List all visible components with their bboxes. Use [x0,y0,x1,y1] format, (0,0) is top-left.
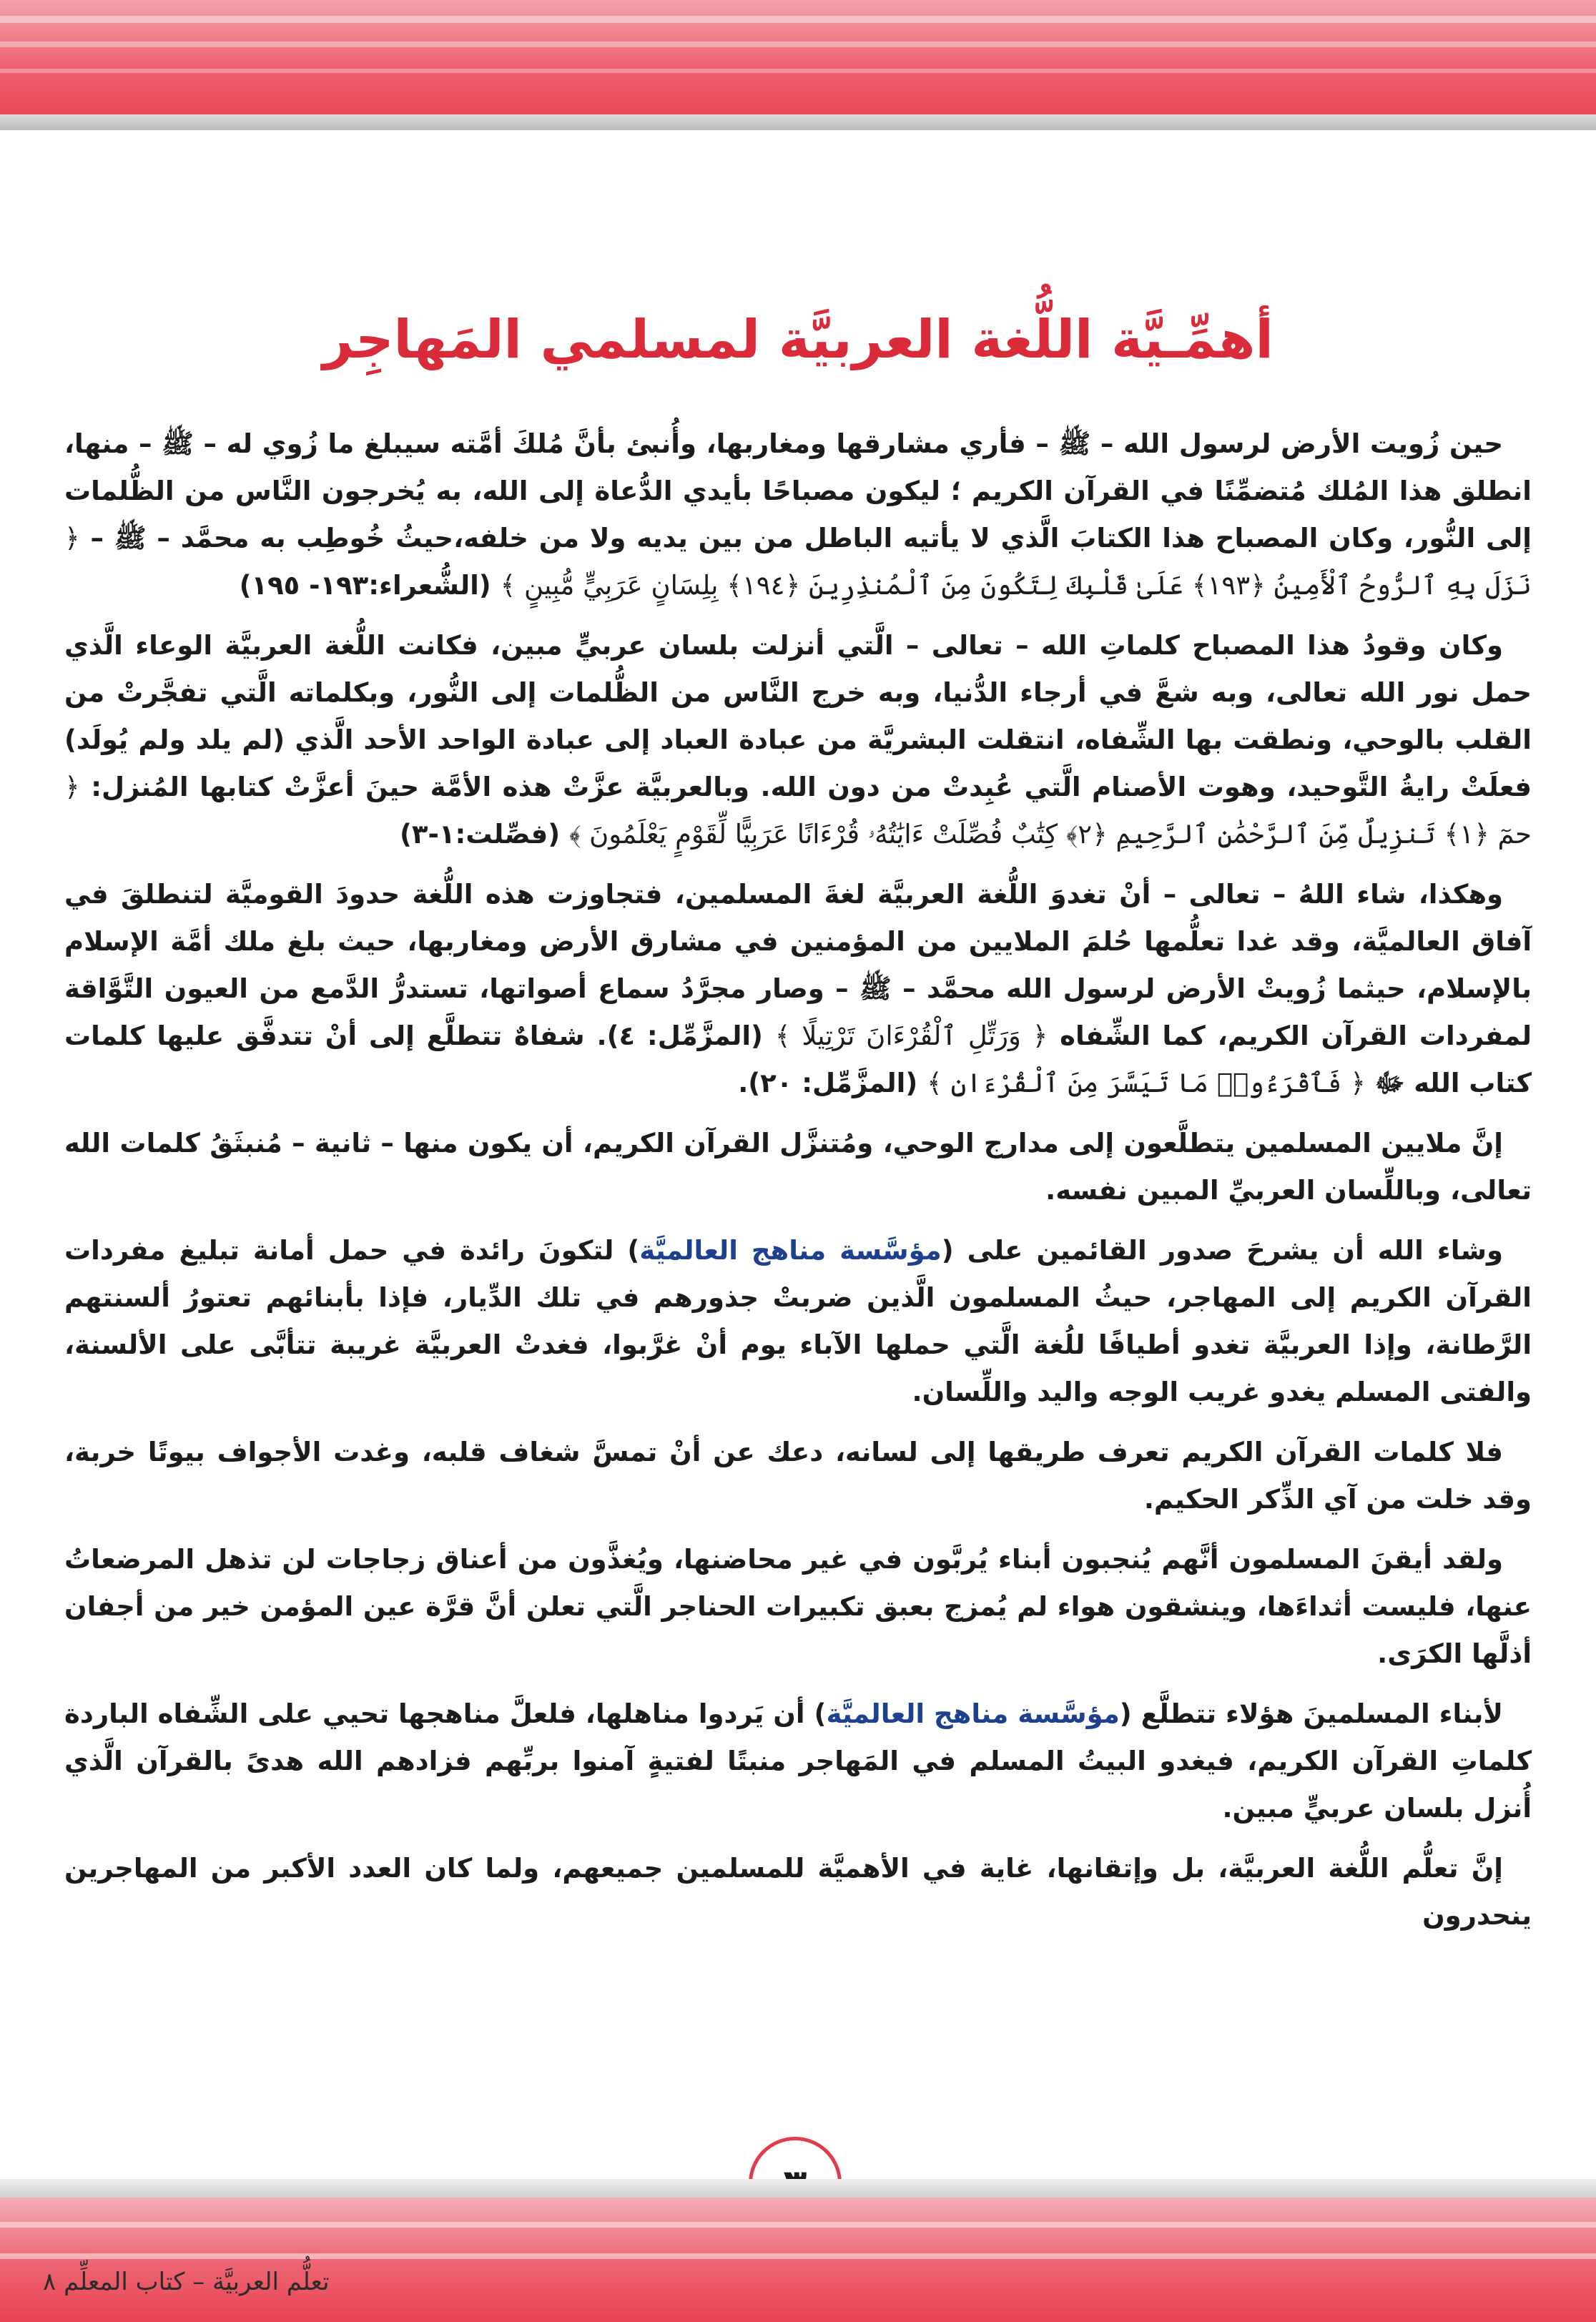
paragraph-text: إنَّ تعلُّم اللُّغة العربيَّة، بل وإتقانها، غاية في الأهميَّة للمسلمين جميعهم، ولما كان العدد الأكبر من المهاجرين ينحدرون [64,1853,1532,1931]
paragraph [64,1691,1532,1832]
top-band-stripe [0,69,1596,73]
paragraph-text: فلا كلمات القرآن الكريم تعرف طريقها إلى لسانه، دعك عن أنْ تمسَّ شغاف قلبه، وغدت الأجواف بيوتًا خربة، وقد خلت من آي الذِّكر الحكيم. [64,1437,1532,1515]
paragraph [64,1429,1532,1523]
article-body [64,420,1532,1952]
top-band-stripe [0,16,1596,23]
quran-verse: ﴿ فَٱقْرَءُوا۟ مَا تَيَسَّرَ مِنَ ٱلْقُرْءَانِ ﴾ [927,1068,1366,1098]
paragraph-text: حين زُويت الأرض لرسول الله – ﷺ – فأري مشارقها ومغاربها، وأُنبئ بأنَّ مُلكَ أمَّته سيبلغ ما زُوي له – ﷺ – منها، انطلق هذا المُلك مُتضمِّنًا في القرآن الكريم ؛ ليكون مصباحًا بأيدي الدُّعاة إلى الله، به يُخرجون النَّاس من الظُّلمات إلى النُّور، وكان المصباح هذا الكتابَ الَّذي لا يأتيه الباطل من بين يديه ولا من خلفه،حيثُ خُوطِب به محمَّد – ﷺ – [64,428,1532,554]
paragraph-text: وكان وقودُ هذا المصباح كلماتِ الله – تعالى – الَّتي أنزلت بلسان عربيٍّ مبين، فكانت اللُّغة العربيَّة الوعاء الَّذي حمل نور الله تعالى، وبه شعَّ في أرجاء الدُّنيا، وبه خرج النَّاس من الظُّلمات إلى النُّور، وبكلماته الَّتي تفجَّرتْ من القلب بالوحي، ونطقت بها الشِّفاه، انتقلت البشريَّة من عبادة العباد إلى عبادة الواحد الأحد الَّذي (لم يلد ولم يُولَد) فعلَتْ رايةُ التَّوحيد، وهوت الأصنام الَّتي عُبِدتْ من دون الله. وبالعربيَّة عزَّتْ هذه الأمَّة حينَ أعزَّتْ كتابها المُنزل: [64,630,1532,802]
quran-verse: ﴿ حمٓ ﴿١﴾ تَنزِيلٌ مِّنَ ٱلرَّحْمَٰنِ ٱلرَّحِيمِ ﴿٢﴾ كِتَٰبٌ فُصِّلَتْ ءَايَٰتُهُۥ قُرْءَانًا عَرَبِيًّا لِّقَوْمٍ يَعْلَمُونَ ﴾ [64,772,1532,850]
page-title: أهمِّـيَّة اللُّغة العربيَّة لمسلمي المَهاجِر [322,309,1274,370]
institution-name: مؤسَّسة مناهج العالميَّة [639,1235,942,1266]
paragraph [64,622,1532,858]
quran-verse: ﴿ وَرَتِّلِ ٱلْقُرْءَانَ تَرْتِيلًا ﴾ [774,1020,1048,1051]
paragraph-text: إنَّ ملايين المسلمين يتطلَّعون إلى مدارج الوحي، ومُتنزَّل القرآن الكريم، أن يكون منها – ثانية – مُنبثَقُ كلمات الله تعالى، وباللِّسان العربيِّ المبين نفسه. [64,1128,1532,1206]
paragraph-text: لأبناء المسلمينَ هؤلاء تتطلَّع ( [1119,1698,1503,1729]
bottom-band-stripe [0,2222,1596,2228]
top-band-stripe [0,41,1596,47]
paragraph-text: (المزَّمِّل: ٤). شفاهٌ تتطلَّع إلى أنْ تتدفَّق عليها كلمات كتاب الله ﷻ [64,1020,1532,1098]
paragraph [64,420,1532,609]
top-decorative-band [0,0,1596,130]
paragraph-text: ) لتكونَ رائدة في حمل أمانة تبليغ مفردات القرآن الكريم إلى المهاجر، حيثُ المسلمون الَّذين ضربتْ جذورهم في تلك الدِّيار، فإذا بأبنائهم تعتورُ ألسنتهم الرَّطانة، وإذا العربيَّة تغدو أطيافًا للُغة الَّتي حملها الآباء يوم أنْ غرَّبوا، فغدتْ العربيَّة غريبة تتأبَّى على الألسنة، والفتى المسلم يغدو غريب الوجه واليد واللِّسان. [64,1235,1532,1407]
top-band-shadow [0,114,1596,130]
paragraph-text: (المزَّمِّل: ٢٠). [738,1068,927,1098]
institution-name: مؤسَّسة مناهج العالميَّة [826,1698,1120,1729]
paragraph [64,1227,1532,1416]
paragraph-text: (فصِّلت:١-٣) [399,819,569,850]
bottom-band-shadow [0,2179,1596,2198]
quran-verse: ﴿ نَزَلَ بِهِ ٱلرُّوحُ ٱلْأَمِينُ ﴿١٩٣﴾ عَلَىٰ قَلْبِكَ لِتَكُونَ مِنَ ٱلْمُنذِرِينَ ﴿١٩٤﴾ بِلِسَانٍ عَرَبِيٍّ مُّبِينٍ ﴾ [64,523,1532,601]
paragraph-text: وشاء الله أن يشرحَ صدور القائمين على ( [941,1235,1503,1266]
paragraph-text: ) أن يَردوا مناهلها، فلعلَّ مناهجها تحيي على الشِّفاه الباردة كلماتِ القرآن الكريم، فيغدو البيتُ المسلم في المَهاجر منبتًا لفتيةٍ آمنوا بربِّهم فزادهم الله هدىً بالقرآن الَّذي أُنزل بلسان عربيٍّ مبين. [64,1698,1532,1824]
paragraph-text: (الشُّعراء:١٩٣- ١٩٥) [239,570,501,601]
paragraph [64,1536,1532,1678]
footer-book-title: تعلُّم العربيَّة – كتاب المعلِّم ٨ [43,2268,330,2296]
bottom-decorative-band [0,2179,1596,2322]
bottom-band-stripe [0,2253,1596,2259]
paragraph [64,871,1532,1107]
paragraph [64,1845,1532,1939]
paragraph-text: ولقد أيقنَ المسلمون أنَّهم يُنجبون أبناء يُربَّون في غير محاضنها، ويُغذَّون من أعناق زجاجات لن تذهل المرضعاتُ عنها، فليست أثداءَها، وينشقون هواء لم يُمزج بعبق تكبيرات الحناجر الَّتي تعلن أنَّ قرَّة عين المؤمن خير من أجفان أذلَّها الكرَى. [64,1544,1532,1669]
paragraph-text: وهكذا، شاء اللهُ – تعالى – أنْ تغدوَ اللُّغة العربيَّة لغةَ المسلمين، فتجاوزت هذه اللُّغة حدودَ القوميَّة لتنطلقَ في آفاق العالميَّة، وقد غدا تعلُّمها حُلمَ الملايين من المؤمنين في مشارق الأرض ومغاربها، حيث بلغ ملك أمَّة الإسلام بالإسلام، حيثما زُويتْ الأرض لرسول الله محمَّد – ﷺ – وصار مجرَّدُ سماع أصواتها، تستدرُّ الدَّمع من العيون التَّوَّاقة لمفردات القرآن الكريم، كما الشِّفاه [64,879,1532,1051]
paragraph [64,1120,1532,1214]
